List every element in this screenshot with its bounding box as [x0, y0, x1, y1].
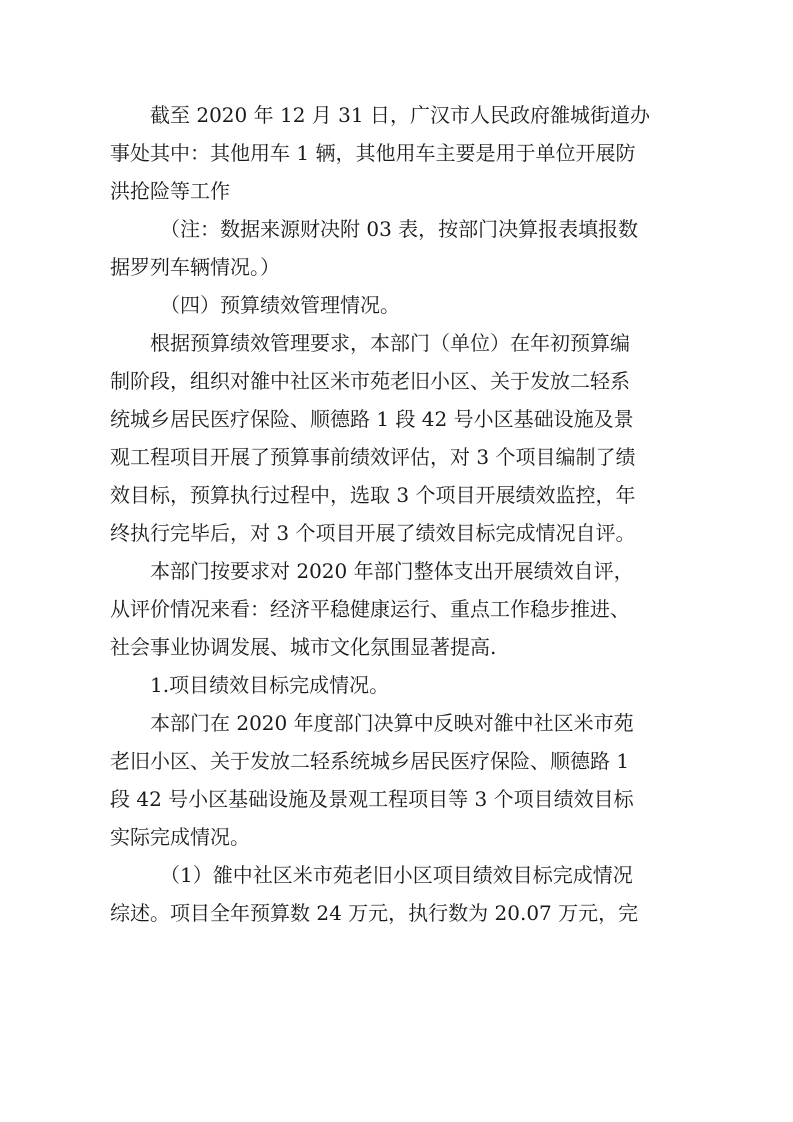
text-line: 实际完成情况。 — [110, 825, 250, 849]
text-line: 效目标，预算执行过程中，选取 3 个项目开展绩效监控，年 — [110, 483, 636, 507]
section-heading-budget-performance — [110, 286, 680, 324]
paragraph-project-goals — [110, 704, 680, 856]
paragraph-performance-requirements — [110, 324, 680, 552]
text-line: （1）雒中社区米市苑老旧小区项目绩效目标完成情况 — [160, 863, 633, 887]
text-line: 洪抢险等工作 — [110, 179, 230, 203]
text-line: 截至 2020 年 12 月 31 日，广汉市人民政府雒城街道办 — [150, 103, 650, 127]
text-line: 据罗列车辆情况。） — [110, 255, 280, 279]
text-line: 统城乡居民医疗保险、顺德路 1 段 42 号小区基础设施及景 — [110, 407, 634, 431]
subsection-heading-project-goals — [110, 666, 680, 704]
paragraph-self-evaluation — [110, 552, 680, 666]
text-line: 根据预算绩效管理要求，本部门（单位）在年初预算编 — [150, 331, 630, 355]
text-line: 观工程项目开展了预算事前绩效评估，对 3 个项目编制了绩 — [110, 445, 636, 469]
subsection-heading: 1.项目绩效目标完成情况。 — [150, 673, 390, 697]
text-line: 事处其中：其他用车 1 辆，其他用车主要是用于单位开展防 — [110, 141, 636, 165]
document-body — [110, 96, 680, 932]
text-line: （注：数据来源财决附 03 表，按部门决算报表填报数 — [160, 217, 639, 241]
text-line: 终执行完毕后，对 3 个项目开展了绩效目标完成情况自评。 — [110, 521, 636, 545]
text-line: 从评价情况来看：经济平稳健康运行、重点工作稳步推进、 — [110, 597, 630, 621]
text-line: 本部门按要求对 2020 年部门整体支出开展绩效自评， — [150, 559, 634, 583]
paragraph-vehicle-info — [110, 96, 680, 210]
section-heading: （四）预算绩效管理情况。 — [160, 293, 400, 317]
text-line: 社会事业协调发展、城市文化氛围显著提高. — [110, 635, 497, 659]
text-line: 制阶段，组织对雒中社区米市苑老旧小区、关于发放二轻系 — [110, 369, 630, 393]
text-line: 老旧小区、关于发放二轻系统城乡居民医疗保险、顺德路 1 — [110, 749, 630, 773]
paragraph-project-1 — [110, 856, 680, 932]
text-line: 本部门在 2020 年度部门决算中反映对雒中社区米市苑 — [150, 711, 634, 735]
text-line: 综述。项目全年预算数 24 万元，执行数为 20.07 万元，完 — [110, 901, 639, 925]
text-line: 段 42 号小区基础设施及景观工程项目等 3 个项目绩效目标 — [110, 787, 634, 811]
paragraph-note — [110, 210, 680, 286]
